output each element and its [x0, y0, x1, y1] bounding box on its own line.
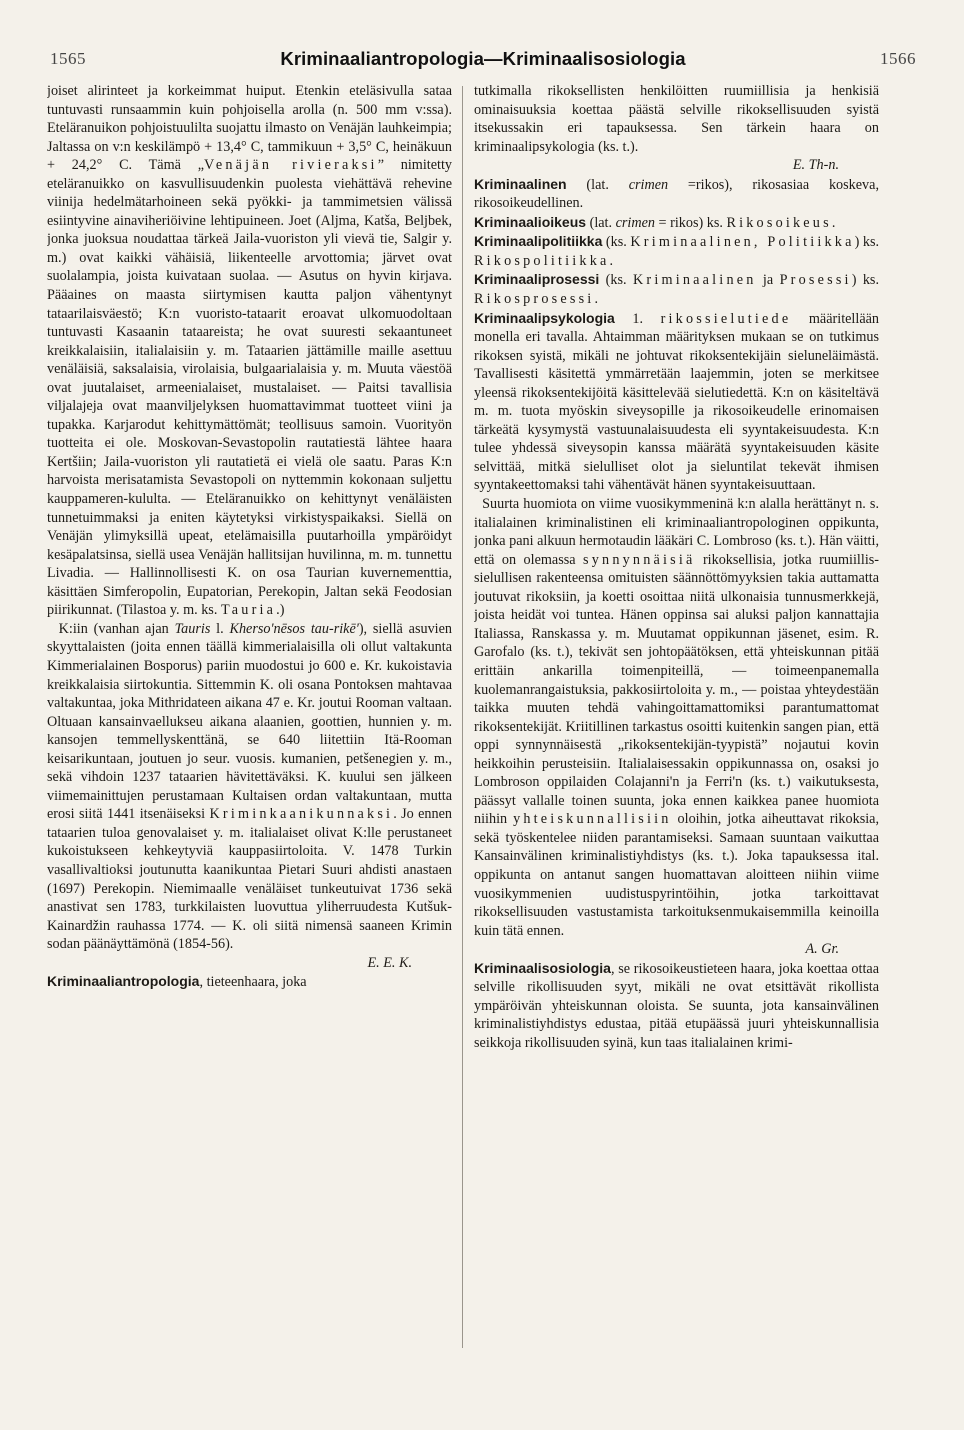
- entry-headword: Kriminaalipolitiikka: [474, 233, 603, 250]
- cross-reference: Rikospolitiikka: [474, 252, 610, 269]
- paragraph: tutkimalla rikoksellisten henkilöitten ruumiillisia ja henkisiä ominaisuuksia koettaa päästä selville rikoksellisuuden syistä itsekussakin eri tapauksessa. Sen tärkein haara on kriminaalipsykologia (ks. t.). E. Th-n.: [474, 83, 879, 174]
- page-header: [50, 46, 916, 72]
- spaced-term: Venäjän rivieraksi: [204, 157, 378, 174]
- entry: Kriminaaliprosessi (ks. Kriminaalinen ja Prosessi) ks. Rikosprosessi.: [474, 271, 879, 308]
- paragraph: joiset alirinteet ja korkeimmat huiput. Etenkin eteläsivulla sataa tuntuvasti runsaammin kuin pohjoisella arolla (n. 500 mm v:ssa). Eteläranuikon pohjoistuulilta suojattu ilmasto on Venäjän lauhkeimpia; Jaltassa on v:n keskilämpö + 13,4° C, tammikuun + 3,5° C, heinäkuun + 24,2° C. Tämä „Venäjän rivieraksi” nimitetty eteläranuikko on kasvullisuudenkin puolesta viehättävä rehevine viinija hedelmätarhoineen sekä pyökki- ja tammimetsien välissä esiintyvine ainaviheriöivine lehtipuineen. Joet (Aljma, Katša, Beljbek, jonka juoksua noudattaa tärkeä Jaila-vuoriston yli vievä tie, Salgir y. m.) ovat kaikki vähäisiä, liikenteelle arvottomia; järvet ovat suolalampia, joista kuivataan suolaa. — Asutus on hyvin kirjava. Pääaines on maasta siirtymisen kautta paljon vähentynyt tataarilaisväestö; K:n vuoristo-tataarit eroavat ulkomuodoltaan tuntuvasti Kasaanin tataareista; he ovat suuresti sekaantuneet kreikkalaisiin, italialaisiin y. m. Tataarien jättämille maille asettuu venäläisiä, saksalaisia, virolaisia, bulgaarialaisia y. m. Muuta väestöä ovat juutalaiset, armeenialaiset, mustalaiset. — Paitsi tavallisia viljalajeja ovat maanviljelyksen huomattavimmat tuotteet viini ja tupakka. Karjarodut kehittymättömät; teollisuus samoin. Vuorityön tuotteita ei ole. Moskovan-Sevastopolin rautatiestä lähtee haara Kertšiin; Jaila-vuoriston yli rautatietä ei vielä ole saatu. Paras K:n harvoista merisatamista Sevastopoli on nyttemmin kokonaan suljettu kauppameren-kululta. — Eteläranuikko on kehittynyt venäläisten tunnetuimmaksi ja eniten käytetyksi virkistyspaikaksi. Siellä on Venäjän ylimyksillä upeat, etelämaisilla puutarhoilla ympäröidyt kesäpalatsinsa, siellä usea Venäjän hallitsijan huvilinna, m. m. tunnettu Livadia. — Hallinnollisesti K. on osa Taurian kuvernementtia, käsittäen Simferopolin, Eupatorian, Perekopin, Jaltan sekä Feodosian piirikunnat. (Tilastoa y. m. ks. Tauria.): [47, 83, 452, 619]
- entry-headword: Kriminaalipsykologia: [474, 309, 615, 326]
- entry: Kriminaalipsykologia 1. rikossielutiede määritellään monella eri tavalla. Ahtaimman määrityksen mukaan se on tutkimus rikoksen syistä, mikäli ne johtuvat rikoksentekijäin sieluneläimästä. Tavallisesti käsitettä ymmärretään laajemmin, joten se merkitsee yleensä rikoksentekijöitä käsittelevää sielutiedettä. K:n on käsiteltävä m. m. tuota myöskin siveysopille ja rikosoikeudelle erinomaisen tärkeätä kysymystä vastuunalaisuudesta eli syyntakeisuudesta. K:n tulee yhdessä siveysopin kanssa määrätä syyntakeisuuden käsite selvittää, mitkä sielulliset olot ja sieluntilat tekevät ihmisen syyntakeettomaksi tahi vähentävät hänen syyntakeisuuttaan.: [474, 309, 879, 494]
- cross-reference: Rikosprosessi: [474, 291, 595, 308]
- spaced-term: yhteiskunnallisiin: [513, 811, 672, 828]
- entry: Kriminaalipolitiikka (ks. Kriminaalinen, Politiikka) ks. Rikospolitiikka.: [474, 233, 879, 269]
- cross-reference: Kriminaalinen, Politiikka: [630, 234, 855, 251]
- author-signature: A. Gr.: [805, 941, 839, 958]
- spaced-term: synnynnäisiä: [583, 551, 696, 568]
- spaced-term: Kriminkaanikunnaksi: [209, 806, 394, 823]
- spaced-term: rikossielutiede: [660, 310, 792, 327]
- left-column: [47, 82, 452, 1352]
- cross-reference: Rikosoikeus: [726, 214, 832, 231]
- author-signature: E. Th-n.: [792, 157, 839, 174]
- paragraph: Suurta huomiota on viime vuosikymmeninä k:n alalla herättänyt n. s. italialainen kriminalistinen eli kriminaaliantropologinen oppikunta, jonka pani alkuun hermotaudin lääkäri C. Lombroso (ks. t.). Hän väitti, että on olemassa synnynnäisiä rikoksellisia, jotka ruumiillis-sielullisen rakenteensa omituisten säännöttömyyksien takia auttamatta joutuvat rikoksiin, ja koetti osoittaa niitä ulkonaisia tunnusmerkkejä, joista heidät voi tuntea. Hänen oppinsa sai aluksi paljon kannattajia Italiassa, Ranskassa y. m. Muutamat oppikunnan jäsenet, esim. R. Garofalo (ks. t.), tekivät sen johtopäätöksen, että yhteiskunnan pitää erittäin ankarilla toimenpiteillä, — toimeenpanemalla kuolemanrangaistuksia, pakkosiirtoloita y. m., — poistaa yhteydestään taikka muuten tehdä vahingoittamattomiksi parantumattomat rikoksentekijät. Kriitillinen tarkastus osoitti kuitenkin sangen pian, että oppi synnynnäisestä „rikoksentekijän-tyypistä” nojautui kovin heikkoihin perusteisiin. Italialaisessakin oppikunnassa on, osaksi jo Lombroson oppilaiden Colajanni'n ja Ferri'n (ks. t.) vaikutuksesta, päässyt vallalle toinen suunta, joka ennen kaikkea panee huomiota niihin yhteiskunnallisiin oloihin, jotka aiheuttavat rikoksia, sekä työskentelee niiden parantamiseksi. Samaan suuntaan vaikuttaa Kansainvälinen kriminalistiyhdistys (ks. t.). Joka tapauksessa ital. oppikunta on antanut sangen huomattavan aloitteen niihin viime vuosikymmenien uudistuspyrintöihin, jotka tarkoittavat rikoksellisuuden vastustamista tarkoituksenmukaisemmilla keinoilla kuin tätä ennen. A. Gr.: [474, 496, 879, 958]
- column-divider: [462, 86, 463, 1348]
- entry: Kriminaalinen (lat. crimen =rikos), rikosasiaa koskeva, rikosoikeudellinen.: [474, 175, 879, 212]
- entry-headword: Kriminaalisosiologia: [474, 959, 611, 976]
- entry-headword: Kriminaaliantropologia: [47, 973, 200, 990]
- author-signature: E. E. K.: [367, 954, 412, 971]
- cross-reference: Tauria: [220, 602, 277, 619]
- paragraph: K:iin (vanhan ajan Tauris l. Kherso'nēsos tau-rikē'), siellä asuvien skyyttalaisten (joita ennen täällä kimmerialaisilla oli ollut valtakunta Kimmerialainen Bosporus) pariin muodostui jo 600 e. Kr. kukoistavia kreikkalaisia siirtokuntia. Sittemmin K. oli osana Pontoksen mahtavaa valtakuntaa, joka Mithridateen aikana 47 e. Kr. joutui Rooman valtaan. Oltuaan kansainvaellukseu aikana alaanien, goottien, hunnien y. m. kansojen temmellyskenttänä, se 640 liitettiin Itä-Rooman keisarikuntaan, joutuen jo seur. vuosis. kumanien, petšenegien y. m., sekä vihdoin 1237 tataarien hävitettäväksi. K. kuului sen jälkeen viimemainittujen perustamaan Kultaisen ordan valtakuntaan, mutta erosi siitä 1441 itsenäiseksi Kriminkaanikunnaksi. Jo ennen tataarien tuloa genovalaiset y. m. italialaiset olivat K:lle perustaneet kukoistukseen kehkeytyviä kauppasiirtoloita. V. 1478 Turkin vasallivaltioksi joutunutta kaanikuntaa Pietari Suuri ahdisti anastaen (1697) Perekopin. Niemimaalle venäläiset tunkeutuivat 1736 sekä anastivat sen 1783, turkkilaisten luovuttua yliherruudesta Kutšuk-Kainardžin rauhassa 1774. — K. oli siitä nimensä saaneen Krimin sodan päänäyttämönä (1854-56). E. E. K.: [47, 620, 452, 971]
- entry-headword: Kriminaalinen: [474, 175, 567, 192]
- right-column: [474, 82, 879, 1352]
- entry: Kriminaalisosiologia, se rikosoikeustieteen haara, joka koettaa ottaa selville rikollisuuden syyt, mikäli ne ovat etsittävät rikollista ympäröivän yhteiskunnan oloista. Se suunta, jota kansainvälinen kriminalistiyhdistys edustaa, pitää etupäässä juuri yhteiskunnallisia seikkoja rikollisuuden syinä, kun taas italialainen krimi-: [474, 959, 879, 1051]
- cross-reference: Kriminaalinen: [632, 272, 757, 289]
- entry-headword: Kriminaalioikeus: [474, 213, 587, 230]
- entry-headword: Kriminaaliprosessi: [474, 271, 600, 288]
- cross-reference: Prosessi: [779, 272, 852, 289]
- entry: Kriminaaliantropologia, tieteenhaara, joka: [47, 973, 307, 991]
- page-number-left: 1565: [50, 49, 86, 68]
- entry: Kriminaalioikeus (lat. crimen = rikos) ks. Rikosoikeus.: [474, 213, 836, 231]
- running-title: Kriminaaliantropologia—Kriminaalisosiologia: [280, 48, 686, 69]
- page-number-right: 1566: [879, 49, 916, 68]
